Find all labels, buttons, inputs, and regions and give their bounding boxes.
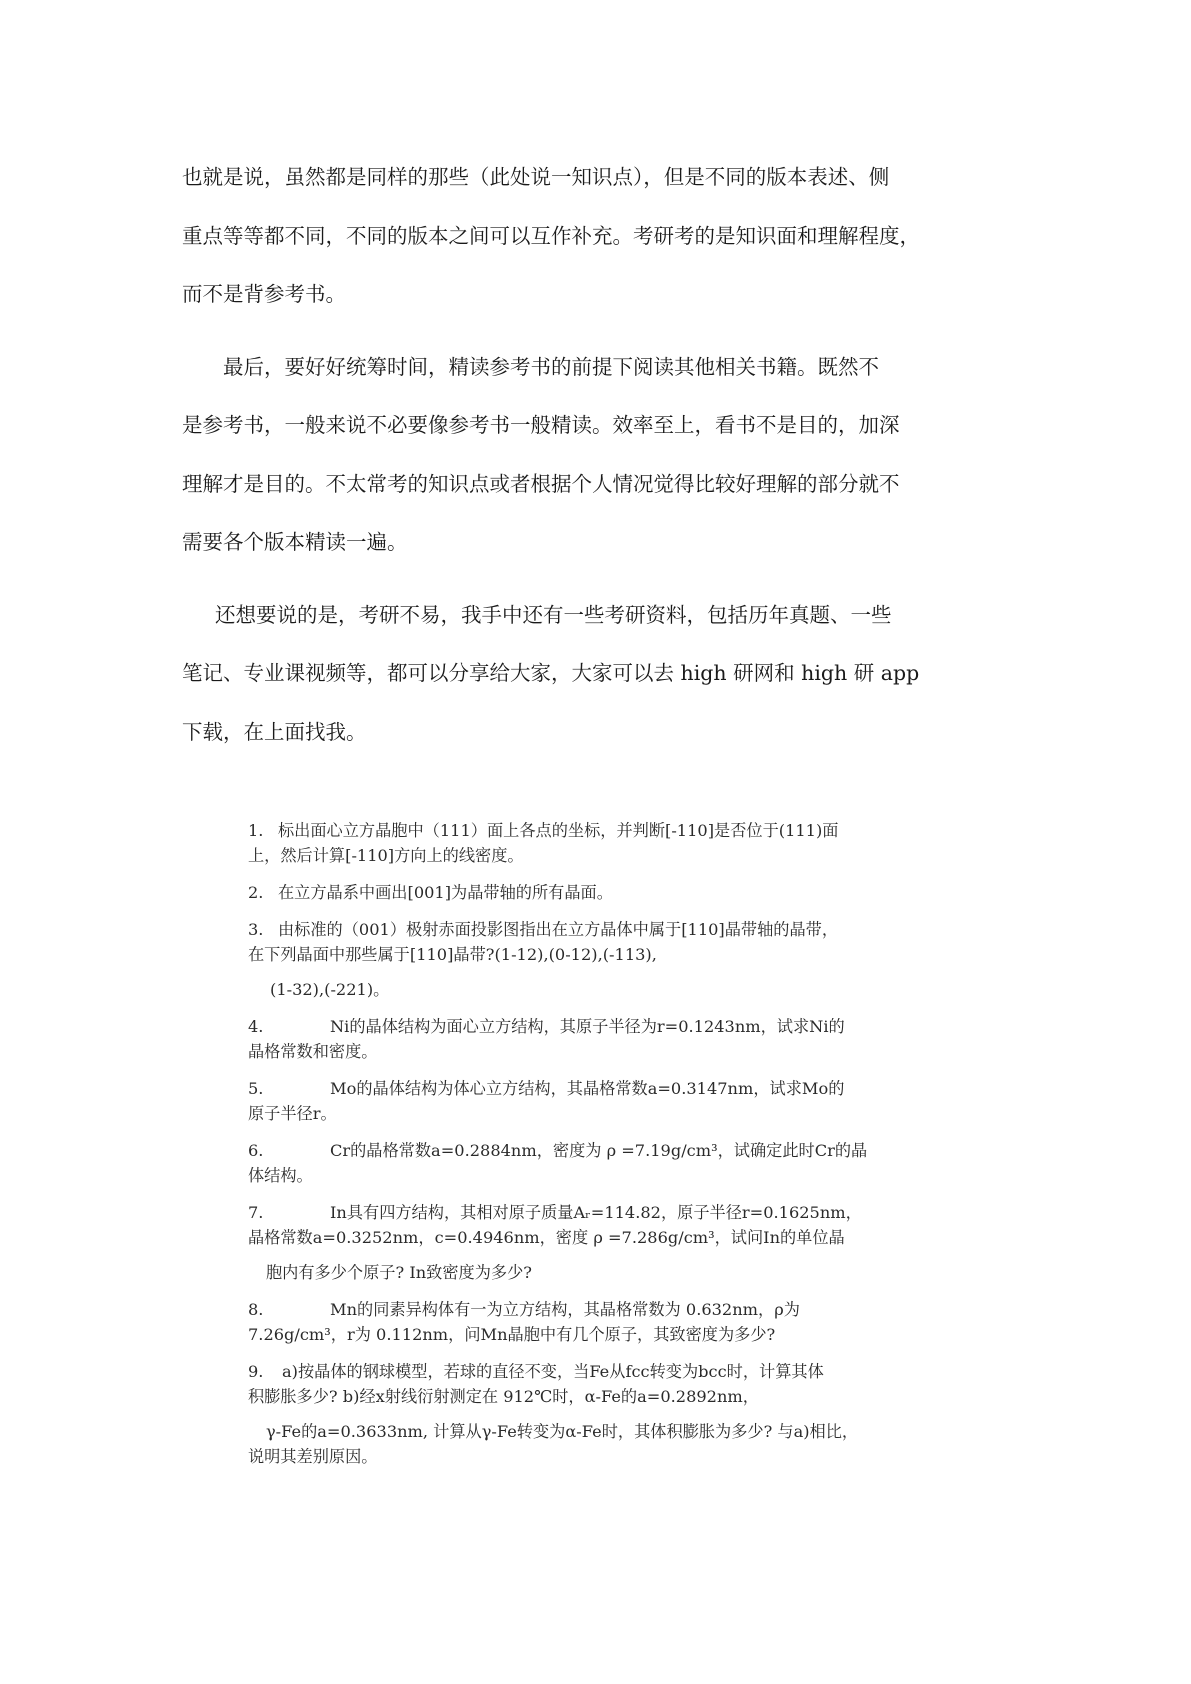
paragraph-3 [182, 586, 1012, 762]
problem-text: Mn的同素异构体有一为立方结构，其晶格常数为 0.632nm，ρ为 [330, 1300, 800, 1319]
problem-number: 5. [248, 1079, 264, 1098]
problem-line [248, 1359, 948, 1384]
text-line: 是参考书，一般来说不必要像参考书一般精读。效率至上，看书不是目的，加深 [182, 413, 900, 437]
problem-1 [248, 818, 948, 868]
problem-number: 8. [248, 1300, 264, 1319]
problem-line [248, 1297, 948, 1322]
problem-text: Cr的晶格常数a=0.2884nm，密度为 ρ =7.19g/cm³，试确定此时Cr的晶 [330, 1141, 868, 1160]
problem-line: 上，然后计算[-110]方向上的线密度。 [248, 846, 524, 865]
problem-line [248, 880, 948, 905]
problem-number: 4. [248, 1017, 264, 1036]
problem-number: 3. [248, 920, 264, 939]
problem-text: a)按晶体的钢球模型，若球的直径不变，当Fe从fcc转变为bcc时，计算其体 [282, 1362, 824, 1381]
text-line: 理解才是目的。不太常考的知识点或者根据个人情况觉得比较好理解的部分就不 [182, 471, 900, 496]
problem-line: 积膨胀多少? b)经x射线衍射测定在 912℃时，α-Fe的a=0.2892nm， [248, 1387, 759, 1406]
problem-line: 原子半径r。 [248, 1104, 337, 1123]
problem-number: 9. [248, 1362, 264, 1381]
problem-9 [248, 1359, 948, 1469]
problem-list [248, 818, 948, 1481]
problem-text: 在立方晶系中画出[001]为晶带轴的所有晶面。 [278, 883, 613, 902]
problem-line [248, 818, 948, 843]
problem-line: 7.26g/cm³，r为 0.112nm，问Mn晶胞中有几个原子，其致密度为多少? [248, 1325, 776, 1344]
text-line: 重点等等都不同，不同的版本之间可以互作补充。考研考的是知识面和理解程度， [182, 223, 920, 248]
problem-7 [248, 1200, 948, 1285]
text-line: 最后，要好好统筹时间，精读参考书的前提下阅读其他相关书籍。既然不 [223, 354, 879, 379]
problem-line: 在下列晶面中那些属于[110]晶带?(1-12),(0-12),(-113), [248, 945, 657, 964]
problem-number: 2. [248, 883, 264, 902]
problem-4 [248, 1014, 948, 1064]
text-line: 下载，在上面找我。 [182, 719, 367, 744]
problem-line [248, 1076, 948, 1101]
problem-text: Ni的晶体结构为面心立方结构，其原子半径为r=0.1243nm，试求Ni的 [330, 1017, 845, 1036]
text-line: 而不是背参考书。 [182, 282, 346, 306]
problem-line: 胞内有多少个原子? In致密度为多少? [266, 1263, 532, 1282]
problem-text: In具有四方结构，其相对原子质量Aᵣ=114.82，原子半径r=0.1625nm， [330, 1203, 862, 1222]
paragraph-2 [182, 338, 1012, 572]
problem-line: 晶格常数和密度。 [248, 1042, 378, 1061]
text-line: 也就是说，虽然都是同样的那些（此处说一知识点），但是不同的版本表述、侧 [182, 165, 890, 189]
problem-number: 1. [248, 821, 264, 840]
problem-8 [248, 1297, 948, 1347]
problem-line: (1-32),(-221)。 [270, 980, 390, 999]
text-line: 笔记、专业课视频等，都可以分享给大家，大家可以去 high 研网和 high 研 app [182, 661, 920, 685]
problem-line: 体结构。 [248, 1166, 313, 1185]
problem-line: γ-Fe的a=0.3633nm, 计算从γ-Fe转变为α-Fe时，其体积膨胀为多少? 与a)相比， [266, 1422, 859, 1441]
problem-3 [248, 917, 948, 1002]
problem-2 [248, 880, 948, 905]
problem-6 [248, 1138, 948, 1188]
paragraph-1 [182, 148, 1012, 324]
problem-number: 6. [248, 1141, 264, 1160]
problem-line [248, 1200, 948, 1225]
text-line: 需要各个版本精读一遍。 [182, 530, 408, 554]
text-line: 还想要说的是，考研不易，我手中还有一些考研资料，包括历年真题、一些 [215, 602, 892, 627]
problem-line: 说明其差别原因。 [248, 1447, 378, 1466]
prose-section [182, 148, 1012, 775]
problem-number: 7. [248, 1203, 264, 1222]
problem-text: Mo的晶体结构为体心立方结构，其晶格常数a=0.3147nm，试求Mo的 [330, 1079, 845, 1098]
problem-text: 标出面心立方晶胞中（111）面上各点的坐标，并判断[-110]是否位于(111)面 [278, 821, 839, 840]
problem-line [248, 1138, 948, 1163]
problem-line [248, 917, 948, 942]
problem-text: 由标准的（001）极射赤面投影图指出在立方晶体中属于[110]晶带轴的晶带， [278, 920, 839, 939]
problem-line [248, 1014, 948, 1039]
problem-5 [248, 1076, 948, 1126]
problem-line: 晶格常数a=0.3252nm，c=0.4946nm，密度 ρ =7.286g/cm³，试问In的单位晶 [248, 1228, 845, 1247]
